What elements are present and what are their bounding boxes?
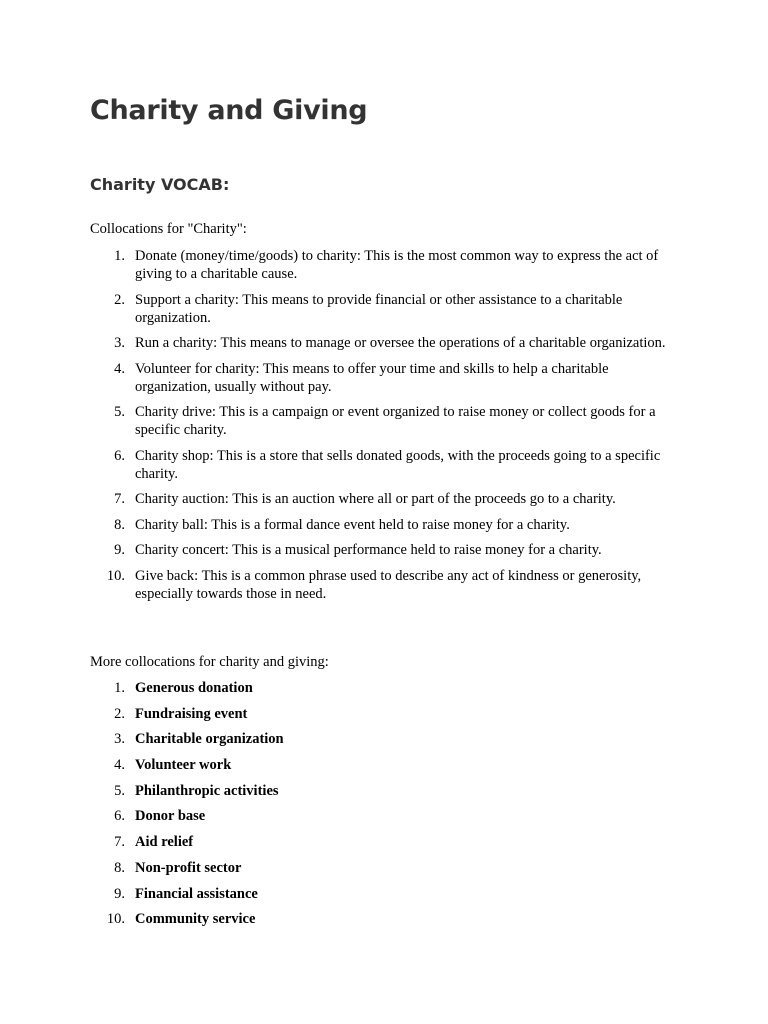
list-item xyxy=(90,730,686,748)
list-item-number: 9. xyxy=(114,885,125,902)
list-item xyxy=(90,541,686,559)
list-item-text: Financial assistance xyxy=(135,885,258,902)
list-item-text: Charity ball: This is a formal dance event held to raise money for a charity. xyxy=(135,516,570,533)
list-item-text: Philanthropic activities xyxy=(135,782,279,799)
list-item-number: 7. xyxy=(114,491,125,507)
list-item xyxy=(90,807,686,825)
list-item-number: 7. xyxy=(114,834,125,851)
list-item xyxy=(90,756,686,774)
list-item-text: Volunteer work xyxy=(135,757,232,774)
list-item-text: Fundraising event xyxy=(135,705,248,722)
list-item xyxy=(90,679,686,697)
list-item xyxy=(90,910,686,928)
more-collocations-list xyxy=(90,679,686,936)
list-item-number: 4. xyxy=(114,360,125,377)
list-item-number: 9. xyxy=(114,542,125,558)
list-item xyxy=(90,885,686,903)
list-item-text: Charity drive: This is a campaign or event organized to raise money or collect goods for a specific charity. xyxy=(135,404,656,438)
list-item-number: 5. xyxy=(114,404,125,420)
list-item-text: Non-profit sector xyxy=(135,859,242,876)
list-item-number: 1. xyxy=(114,680,125,696)
list-item-text: Aid relief xyxy=(135,834,194,851)
list-item-text: Charitable organization xyxy=(135,731,284,748)
list-item-number: 10. xyxy=(106,567,125,584)
list-item-number: 8. xyxy=(114,859,125,876)
list-item-text: Give back: This is a common phrase used to describe any act of kindness or generosity, especially towards those in need. xyxy=(135,567,642,602)
list-item-number: 1. xyxy=(114,248,125,264)
list-item xyxy=(90,360,686,396)
list-item-text: Charity concert: This is a musical performance held to raise money for a charity. xyxy=(135,542,602,558)
list-item xyxy=(90,516,686,534)
list-item xyxy=(90,334,686,352)
list-item xyxy=(90,291,686,327)
list-item-number: 4. xyxy=(114,757,125,774)
list-item-number: 2. xyxy=(114,291,125,308)
list-item xyxy=(90,782,686,800)
list-item xyxy=(90,247,686,283)
list-item-number: 3. xyxy=(114,731,125,748)
list-item xyxy=(90,403,686,439)
list-item xyxy=(90,490,686,508)
page-title: Charity and Giving xyxy=(90,95,368,126)
list-item xyxy=(90,705,686,723)
charity-collocations-list xyxy=(90,247,686,610)
list-item-text: Volunteer for charity: This means to offer your time and skills to help a charitable organization, usually without pay. xyxy=(135,360,609,395)
list-item-text: Charity auction: This is an auction where all or part of the proceeds go to a charity. xyxy=(135,491,616,507)
list-item-text: Donor base xyxy=(135,808,206,825)
list-item xyxy=(90,567,686,603)
collocations-intro: Collocations for "Charity": xyxy=(90,221,247,237)
section-heading: Charity VOCAB: xyxy=(90,175,230,194)
list-item-number: 2. xyxy=(114,705,125,722)
list-item-number: 8. xyxy=(114,516,125,533)
list-item-number: 6. xyxy=(114,447,125,464)
list-item xyxy=(90,833,686,851)
list-item-text: Generous donation xyxy=(135,680,253,696)
list-item-text: Donate (money/time/goods) to charity: This is the most common way to express the act of giving to a charitable cause. xyxy=(135,248,659,282)
list-item xyxy=(90,859,686,877)
list-item-text: Community service xyxy=(135,911,256,928)
more-collocations-intro: More collocations for charity and giving: xyxy=(90,654,329,670)
list-item-number: 5. xyxy=(114,782,125,799)
list-item-number: 10. xyxy=(106,911,125,928)
list-item-text: Charity shop: This is a store that sells donated goods, with the proceeds going to a specific charity. xyxy=(135,447,661,482)
list-item xyxy=(90,447,686,483)
list-item-number: 3. xyxy=(114,335,125,351)
list-item-number: 6. xyxy=(114,808,125,825)
list-item-text: Support a charity: This means to provide financial or other assistance to a charitable organization. xyxy=(135,291,623,326)
list-item-text: Run a charity: This means to manage or oversee the operations of a charitable organization. xyxy=(135,335,666,351)
